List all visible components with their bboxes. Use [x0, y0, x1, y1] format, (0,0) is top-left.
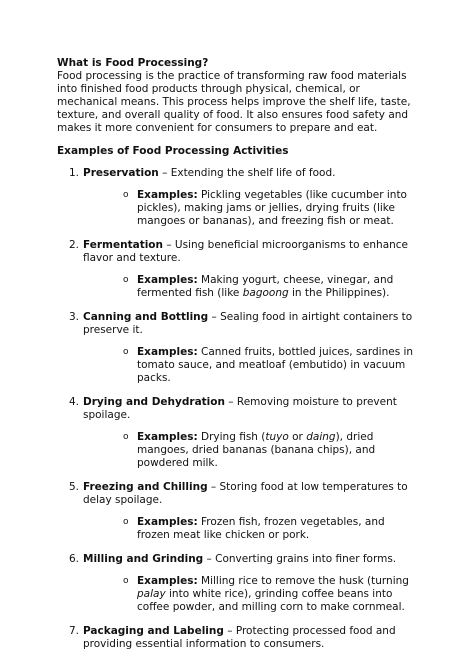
activity-heading [83, 481, 417, 507]
bullet-icon: o [123, 190, 129, 200]
example-text: Milling rice to remove the husk (turning [197, 575, 409, 587]
activity-heading [83, 167, 417, 180]
item-number: 6. [69, 553, 80, 565]
item-number: 2. [69, 239, 80, 251]
example-text: in the Philippines). [288, 287, 390, 299]
example-text: into white rice), grinding coffee beans into coffee powder, and milling corn to make cornmeal. [137, 588, 405, 613]
page-title: What is Food Processing? [57, 57, 209, 69]
activity-heading [83, 396, 417, 422]
activity-description: – Protecting processed food and providing essential information to consumers. [83, 625, 396, 650]
example-text: Making yogurt, cheese, vinegar, and fermented fish (like [137, 274, 394, 299]
activity-item-fermentation [57, 239, 417, 300]
example-emphasis: bagoong [242, 287, 289, 299]
item-number: 5. [69, 481, 80, 493]
activity-item-canning [57, 311, 417, 385]
intro-paragraph: Food processing is the practice of transforming raw food materials into finished food products through physical, chemical, or mechanical means. This process helps improve the shelf life, taste, texture, and overall quality of food. It also ensures food safety and makes it more convenient for consumers to prepare and eat. [57, 70, 411, 134]
example-label: Examples: [137, 274, 198, 286]
example-text: or [288, 431, 307, 443]
example-item [83, 575, 417, 614]
item-number: 7. [69, 625, 80, 637]
bullet-icon: o [123, 347, 129, 357]
activity-description: – Sealing food in airtight containers to preserve it. [83, 311, 413, 336]
example-emphasis: palay [137, 588, 166, 600]
activity-name: Canning and Bottling [83, 311, 209, 323]
activity-heading [83, 239, 417, 265]
activity-description: – Converting grains into finer forms. [203, 553, 397, 565]
item-number: 4. [69, 396, 80, 408]
example-item [83, 431, 417, 470]
activity-name: Freezing and Chilling [83, 481, 208, 493]
activity-name: Fermentation [83, 239, 163, 251]
item-number: 1. [69, 167, 80, 179]
activity-heading [83, 311, 417, 337]
example-item [83, 346, 417, 385]
activity-item-milling [57, 553, 417, 614]
example-text: Canned fruits, bottled juices, sardines in tomato sauce, and meatloaf (embutido) in vacuum packs. [137, 346, 414, 384]
example-item [83, 274, 417, 300]
document-page [57, 57, 417, 662]
example-text: Pickling vegetables (like cucumber into pickles), making jams or jellies, drying fruits (like mangoes or bananas), and freezing fish or meat. [137, 189, 407, 227]
section-heading: Examples of Food Processing Activities [57, 145, 289, 157]
activity-name: Drying and Dehydration [83, 396, 225, 408]
example-text: Frozen fish, frozen vegetables, and frozen meat like chicken or pork. [137, 516, 385, 541]
activity-item-freezing [57, 481, 417, 542]
example-label: Examples: [137, 189, 198, 201]
bullet-icon: o [123, 576, 129, 586]
activity-list [57, 167, 417, 651]
activity-description: – Storing food at low temperatures to delay spoilage. [83, 481, 408, 506]
example-label: Examples: [137, 346, 198, 358]
example-label: Examples: [137, 575, 198, 587]
bullet-icon: o [123, 517, 129, 527]
example-item [83, 189, 417, 228]
example-item [83, 516, 417, 542]
bullet-icon: o [123, 275, 129, 285]
example-emphasis: tuyo [265, 431, 289, 443]
activity-description: – Extending the shelf life of food. [158, 167, 336, 179]
example-label: Examples: [137, 431, 198, 443]
item-number: 3. [69, 311, 80, 323]
activity-description: – Using beneficial microorganisms to enhance flavor and texture. [83, 239, 409, 264]
activity-heading [83, 625, 417, 651]
bullet-icon: o [123, 432, 129, 442]
activity-item-packaging [57, 625, 417, 651]
activity-description: – Removing moisture to prevent spoilage. [83, 396, 397, 421]
example-text: ), dried mangoes, dried bananas (banana chips), and powdered milk. [137, 431, 376, 469]
activity-heading [83, 553, 417, 566]
example-label: Examples: [137, 516, 198, 528]
example-text: Drying fish ( [197, 431, 266, 443]
activity-name: Packaging and Labeling [83, 625, 224, 637]
activity-item-preservation [57, 167, 417, 228]
activity-name: Milling and Grinding [83, 553, 204, 565]
activity-name: Preservation [83, 167, 159, 179]
example-emphasis: daing [306, 431, 336, 443]
activity-item-drying [57, 396, 417, 470]
